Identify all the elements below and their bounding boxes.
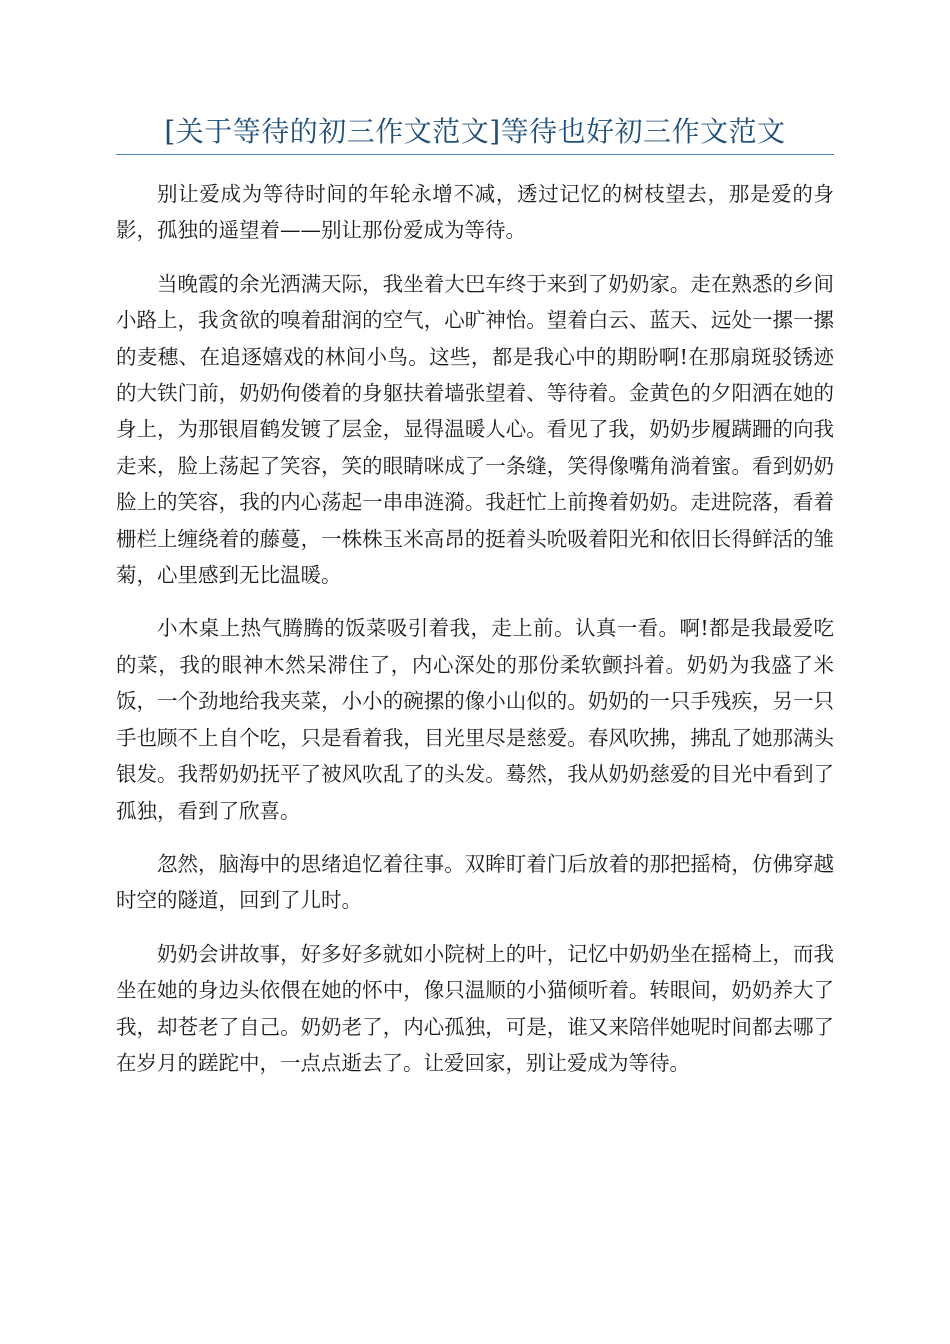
paragraph-1: 别让爱成为等待时间的年轮永增不减，透过记忆的树枝望去，那是爱的身影，孤独的遥望着——别让那份爱成为等待。 xyxy=(116,182,834,243)
paragraph-4: 忽然，脑海中的思绪追忆着往事。双眸盯着门后放着的那把摇椅，仿佛穿越时空的隧道，回到了儿时。 xyxy=(116,851,834,913)
paragraph-2: 当晚霞的余光洒满天际，我坐着大巴车终于来到了奶奶家。走在熟悉的乡间小路上，我贪欲的嗅着甜润的空气，心旷神怡。望着白云、蓝天、远处一摞一摞的麦穗、在追逐嬉戏的林间小鸟。这些，都是我心中的期盼啊!在那扇斑驳锈迹的大铁门前，奶奶佝偻着的身躯扶着墙张望着、等待着。金黄色的夕阳洒在她的身上，为那银眉鹤发镀了层金，显得温暖人心。看见了我，奶奶步履蹒跚的向我走来，脸上荡起了笑容，笑的眼睛咪成了一条缝，笑得像嘴角淌着蜜。看到奶奶脸上的笑容，我的内心荡起一串串涟漪。我赶忙上前搀着奶奶。走进院落，看着栅栏上缠绕着的藤蔓，一株株玉米高昂的挺着头吮吸着阳光和依旧长得鲜活的雏菊，心里感到无比温暖。 xyxy=(116,271,834,588)
title-underline xyxy=(116,154,834,155)
paragraph-3: 小木桌上热气腾腾的饭菜吸引着我，走上前。认真一看。啊!都是我最爱吃的菜，我的眼神木然呆滞住了，内心深处的那份柔软颤抖着。奶奶为我盛了米饭，一个劲地给我夹菜，小小的碗摞的像小山似的。奶奶的一只手残疾，另一只手也顾不上自个吃，只是看着我，目光里尽是慈爱。春风吹拂，拂乱了她那满头银发。我帮奶奶抚平了被风吹乱了的头发。蓦然，我从奶奶慈爱的目光中看到了孤独，看到了欣喜。 xyxy=(116,616,834,823)
article-body xyxy=(116,176,834,1098)
paragraph-5: 奶奶会讲故事，好多好多就如小院树上的叶，记忆中奶奶坐在摇椅上，而我坐在她的身边头依偎在她的怀中，像只温顺的小猫倾听着。转眼间，奶奶养大了我，却苍老了自己。奶奶老了，内心孤独，可是，谁又来陪伴她呢时间都去哪了在岁月的蹉跎中，一点点逝去了。让爱回家，别让爱成为等待。 xyxy=(116,941,834,1075)
page-title: [关于等待的初三作文范文]等待也好初三作文范文 xyxy=(164,115,786,148)
